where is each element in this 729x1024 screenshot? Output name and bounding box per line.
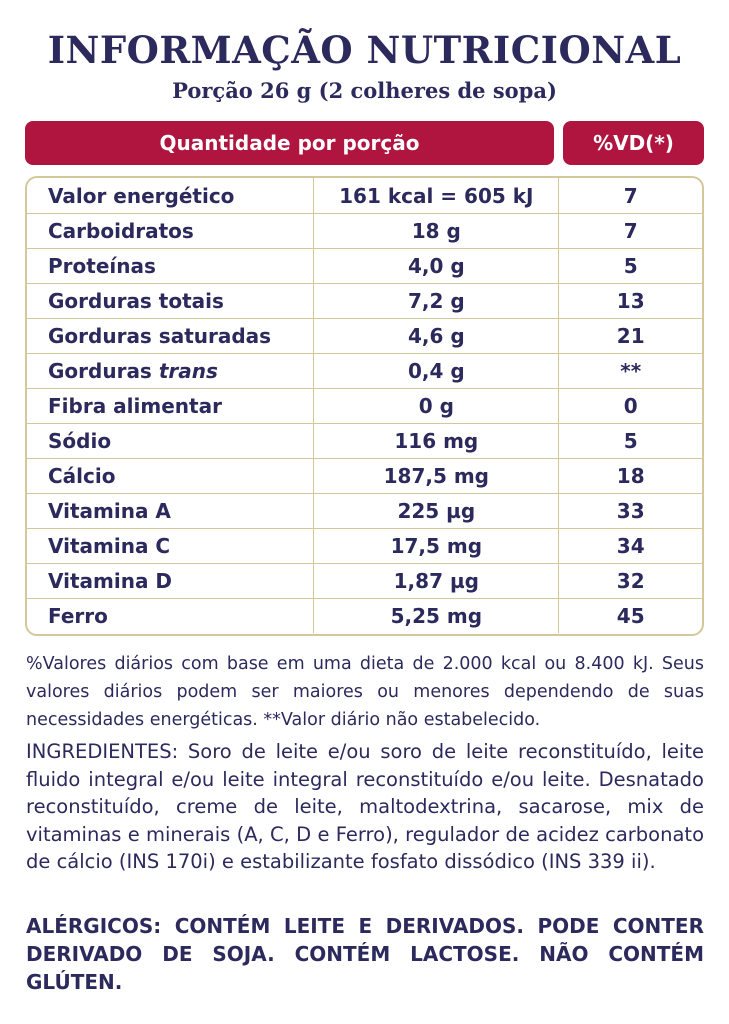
vd-header: %VD(*) — [563, 121, 704, 165]
nutrient-quantity: 161 kcal = 605 kJ — [313, 178, 558, 213]
table-row — [27, 248, 702, 284]
nutrient-quantity: 116 mg — [313, 423, 558, 458]
nutrient-vd: 18 — [558, 458, 702, 493]
nutrient-vd: ** — [558, 353, 702, 388]
page-title: INFORMAÇÃO NUTRICIONAL — [47, 28, 682, 72]
table-row — [27, 178, 702, 214]
nutrient-name-italic: trans — [158, 358, 218, 383]
nutrient-quantity: 17,5 mg — [313, 528, 558, 563]
table-row — [27, 353, 702, 389]
table-row — [27, 283, 702, 319]
nutrient-quantity: 7,2 g — [313, 283, 558, 318]
nutrient-name-text: Gorduras — [48, 358, 159, 383]
serving-size: Porção 26 g (2 colheres de sopa) — [172, 78, 557, 103]
nutrient-quantity: 0,4 g — [313, 353, 558, 388]
nutrient-quantity: 225 µg — [313, 493, 558, 528]
table-row — [27, 598, 702, 633]
nutrient-quantity: 187,5 mg — [313, 458, 558, 493]
nutrient-quantity: 1,87 µg — [313, 563, 558, 598]
nutrient-name: Ferro — [48, 603, 108, 628]
nutrient-name: Vitamina A — [48, 498, 171, 523]
nutrient-vd: 32 — [558, 563, 702, 598]
nutrient-name: Gorduras saturadas — [48, 323, 272, 348]
nutrient-name: Vitamina D — [48, 568, 173, 593]
allergens-text: ALÉRGICOS: CONTÉM LEITE E DERIVADOS. PODE CONTER DERIVADO DE SOJA. CONTÉM LACTOSE. NÃO CONTÉM GLÚTEN. — [26, 914, 704, 994]
table-row — [27, 563, 702, 599]
nutrient-name: Sódio — [48, 428, 112, 453]
nutrient-name: Carboidratos — [48, 218, 194, 243]
nutrient-vd: 21 — [558, 318, 702, 353]
nutrient-name: Gorduras totais — [48, 288, 224, 313]
nutrient-vd: 5 — [558, 423, 702, 458]
nutrient-name: Cálcio — [48, 463, 116, 488]
nutrient-vd: 45 — [558, 598, 702, 633]
nutrient-name: Valor energético — [48, 183, 235, 208]
nutrient-quantity: 4,6 g — [313, 318, 558, 353]
nutrient-vd: 33 — [558, 493, 702, 528]
nutrient-quantity: 4,0 g — [313, 248, 558, 283]
nutrient-quantity: 5,25 mg — [313, 598, 558, 633]
nutrient-vd: 0 — [558, 388, 702, 423]
daily-values-note: %Valores diários com base em uma dieta de 2.000 kcal ou 8.400 kJ. Seus valores diários podem ser maiores ou menores dependendo de suas necessidades energéticas. **Valor diário não estabelecido. — [26, 654, 704, 730]
nutrient-vd: 13 — [558, 283, 702, 318]
nutrient-quantity: 0 g — [313, 388, 558, 423]
nutrient-name — [27, 359, 313, 383]
nutrient-name: Vitamina C — [48, 533, 171, 558]
table-row — [27, 318, 702, 354]
nutrient-vd: 34 — [558, 528, 702, 563]
nutrient-name: Fibra alimentar — [48, 393, 222, 418]
nutrient-vd: 7 — [558, 178, 702, 213]
table-row — [27, 528, 702, 564]
nutrient-quantity: 18 g — [313, 213, 558, 248]
table-row — [27, 388, 702, 424]
table-row — [27, 493, 702, 529]
nutrient-name: Proteínas — [48, 253, 156, 278]
table-row — [27, 213, 702, 249]
table-row — [27, 458, 702, 494]
ingredients-text: INGREDIENTES: Soro de leite e/ou soro de leite reconstituído, leite fluido integral e/ou leite integral reconstituído e/ou leite. Desnatado reconstituído, creme de leite, maltodextrina, sacarose, mix de vitaminas e minerais (A, C, D e Ferro), regulador de acidez carbonato de cálcio (INS 170i) e estabilizante fosfato dissódico (INS 339 ii). — [26, 740, 704, 873]
nutrient-vd: 5 — [558, 248, 702, 283]
nutrition-table — [25, 176, 704, 636]
table-row — [27, 423, 702, 459]
nutrient-vd: 7 — [558, 213, 702, 248]
quantity-header: Quantidade por porção — [25, 121, 554, 165]
